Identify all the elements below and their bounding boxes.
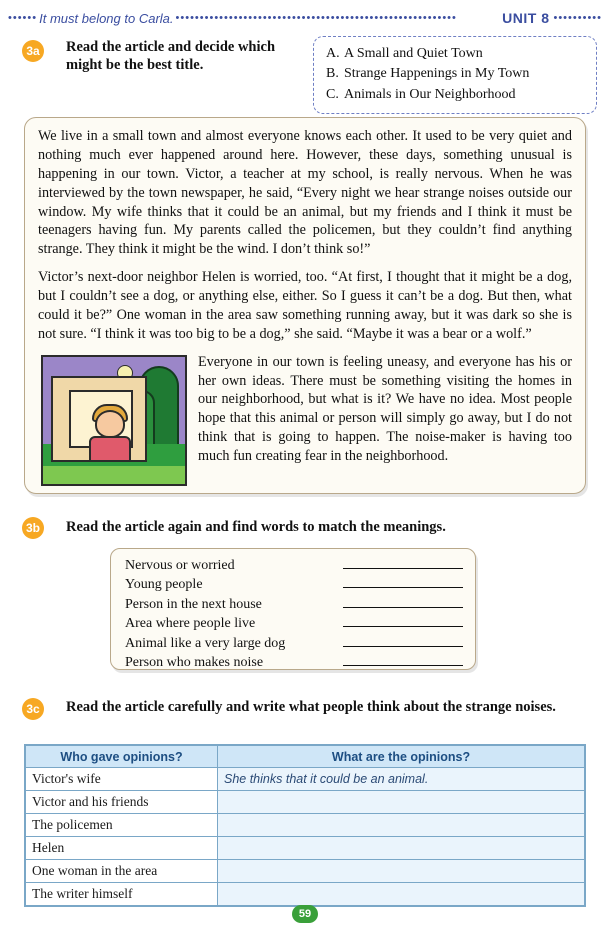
opinion-cell-5[interactable] xyxy=(218,860,585,883)
column-header-opinion: What are the opinions? xyxy=(218,746,585,768)
who-cell-2: Victor and his friends xyxy=(26,791,218,814)
option-b-text: Strange Happenings in My Town xyxy=(344,66,530,82)
word-answer-blank-4[interactable] xyxy=(343,614,463,627)
word-matching-box xyxy=(110,548,476,670)
passage-paragraph-1: We live in a small town and almost everyone knows each other. It used to be very quiet and nothing much ever happened around here. However, these days, something unusual is happening in our town. Victor, a teacher at my school, is really nervous. When he was interviewed by the town newspaper, he said, “Every night we hear strange noises outside our window. My wife thinks that it could be an animal, but my friends and I think it must be teenagers having fun. My parents called the policemen, but they couldn’t find anything strange. They think it might be the wind. I don’t think so!” xyxy=(38,128,572,258)
header-dots-middle: •••••••••••••••••••••••••••••••••••••••••••••••••••••••••• xyxy=(175,12,457,24)
word-answer-blank-2[interactable] xyxy=(343,575,463,588)
word-meaning-5: Animal like a very large dog xyxy=(125,635,286,651)
table-row xyxy=(26,883,585,906)
table-header-row xyxy=(26,746,585,768)
title-options-box xyxy=(313,36,597,114)
opinion-cell-1[interactable]: She thinks that it could be an animal. xyxy=(218,768,585,791)
opinions-table-wrapper xyxy=(24,744,586,907)
word-answer-blank-1[interactable] xyxy=(343,556,463,569)
opinion-cell-2[interactable] xyxy=(218,791,585,814)
exercise-prompt-3b: Read the article again and find words to match the meanings. xyxy=(66,519,446,535)
option-a[interactable] xyxy=(326,44,586,64)
table-row xyxy=(26,814,585,837)
word-meaning-6: Person who makes noise xyxy=(125,655,264,671)
girl-body xyxy=(89,436,131,462)
exercise-number-3c: 3c xyxy=(22,698,44,720)
exercise-number-3a: 3a xyxy=(22,40,44,62)
option-c-letter: C. xyxy=(326,86,339,102)
word-row xyxy=(125,653,463,672)
table-row xyxy=(26,860,585,883)
word-meaning-1: Nervous or worried xyxy=(125,558,235,573)
running-title: It must belong to Carla. xyxy=(39,10,174,26)
page-header xyxy=(0,6,610,30)
page-number-badge: 59 xyxy=(292,905,318,923)
exercise-number-3b: 3b xyxy=(22,517,44,539)
option-a-letter: A. xyxy=(326,46,340,61)
word-meaning-4: Area where people live xyxy=(125,616,256,632)
who-cell-3: The policemen xyxy=(26,814,218,837)
passage-paragraph-2: Victor’s next-door neighbor Helen is worried, too. “At first, I thought that it might be a dog, but I couldn’t see a dog, or anything else, either. So I guess it can’t be a dog. But then, what could it be?” One woman in the area saw something running away, but it was dark so she is not sure. “I think it was too big to be a dog,” she said. “Maybe it was a bear or a wolf.” xyxy=(38,269,572,342)
option-c[interactable] xyxy=(326,85,586,105)
who-cell-4: Helen xyxy=(26,837,218,860)
option-b-letter: B. xyxy=(326,66,339,82)
exercise-prompt-3c: Read the article carefully and write what people think about the strange noises. xyxy=(66,699,556,715)
table-row xyxy=(26,837,585,860)
table-row xyxy=(26,791,585,814)
unit-label: UNIT 8 xyxy=(502,10,550,26)
word-row xyxy=(125,575,463,594)
column-header-who: Who gave opinions? xyxy=(26,746,218,768)
word-answer-blank-3[interactable] xyxy=(343,595,463,608)
who-cell-5: One woman in the area xyxy=(26,860,218,883)
exercise-prompt-3a: Read the article and decide which might be the best title. xyxy=(66,39,276,74)
word-answer-blank-5[interactable] xyxy=(343,634,463,647)
opinion-cell-6[interactable] xyxy=(218,883,585,906)
word-row xyxy=(125,556,463,575)
word-row xyxy=(125,595,463,614)
table-row xyxy=(26,768,585,791)
option-c-text: Animals in Our Neighborhood xyxy=(344,86,516,102)
house-shape xyxy=(51,376,147,462)
opinions-table xyxy=(25,745,585,906)
window-shape xyxy=(69,390,133,448)
header-dots-left: •••••• xyxy=(8,12,38,24)
who-cell-1: Victor's wife xyxy=(26,768,218,791)
word-answer-blank-6[interactable] xyxy=(343,653,463,666)
word-meaning-3: Person in the next house xyxy=(125,596,262,612)
illustration-girl-at-window xyxy=(41,355,187,486)
opinion-cell-4[interactable] xyxy=(218,837,585,860)
word-row xyxy=(125,614,463,633)
who-cell-6: The writer himself xyxy=(26,883,218,906)
illustration-grass xyxy=(43,466,185,484)
girl-head xyxy=(95,410,125,438)
word-row xyxy=(125,634,463,653)
reading-passage xyxy=(24,117,586,494)
header-dots-right: •••••••••• xyxy=(553,12,602,24)
opinion-cell-3[interactable] xyxy=(218,814,585,837)
option-b[interactable] xyxy=(326,64,586,84)
option-a-text: A Small and Quiet Town xyxy=(344,46,483,61)
word-meaning-2: Young people xyxy=(125,577,203,593)
passage-paragraph-3: Everyone in our town is feeling uneasy, and everyone has his or her own ideas. There must be something visiting the homes in our neighborhood, but what is it? We have no idea. Most people hope that this animal or person will simply go away, but I do not think that is going to happen. The noise-maker is having too much fun creating fear in the neighborhood. xyxy=(198,353,572,464)
